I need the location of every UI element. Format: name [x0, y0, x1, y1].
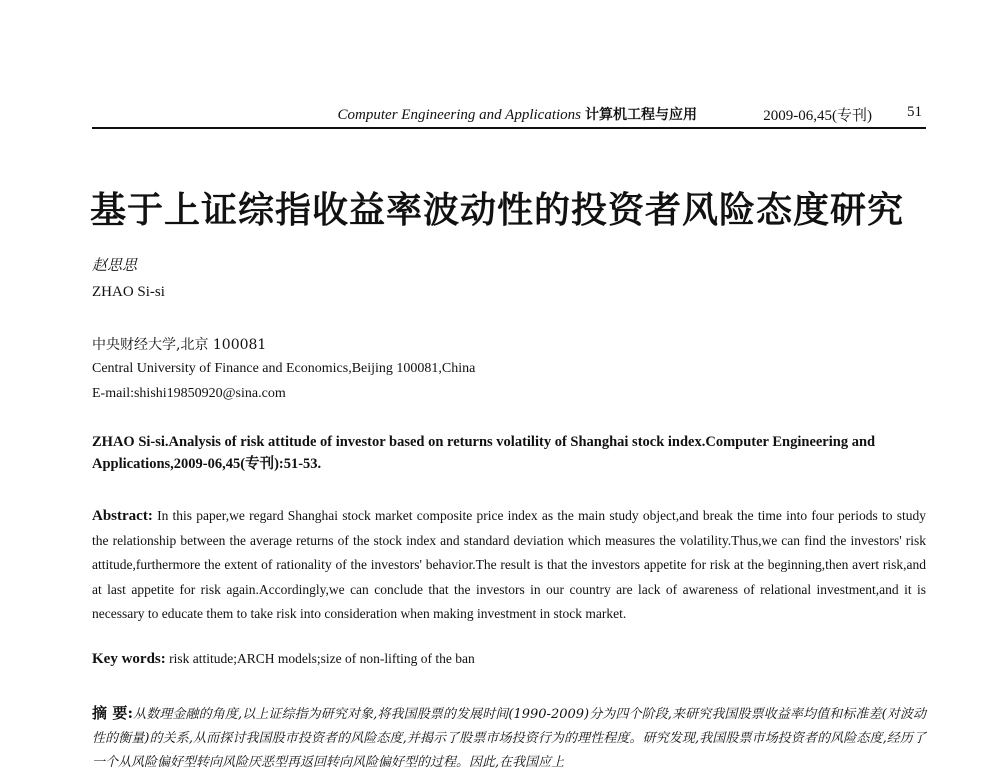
abstract-en — [92, 504, 926, 627]
journal-name-en: Computer Engineering and Applications — [337, 107, 581, 123]
citation: ZHAO Si-si.Analysis of risk attitude of investor based on returns volatility of Shanghai stock index.Computer Engineering and Applications,2009-06,45(专刊):51-53. — [92, 434, 876, 472]
abstract-cn-text: 从数理金融的角度,以上证综指为研究对象,将我国股票的发展时间(1990-2009)分为四个阶段,来研究我国股票收益率均值和标准差(对波动性的衡量)的关系,从而探讨我国股市投资者的风险态度,并揭示了股票市场投资行为的理性程度。研究发现,我国股票市场投资者的风险态度,经历了一个从风险偏好型转向风险厌恶型再返回转向风险偏好型的过程。因此,在我国应上 — [92, 707, 926, 770]
author-name-cn: 赵思思 — [92, 256, 138, 274]
running-header — [92, 104, 922, 126]
affiliation-en: Central University of Finance and Economics,Beijing 100081,China — [92, 361, 476, 376]
journal-name — [338, 104, 697, 124]
abstract-cn — [92, 701, 926, 775]
author-email: E-mail:shishi19850920@sina.com — [92, 386, 286, 401]
abstract-cn-label: 摘 要: — [92, 704, 134, 722]
keywords-en — [92, 651, 475, 668]
page-number: 51 — [907, 104, 922, 120]
abstract-text: In this paper,we regard Shanghai stock market composite price index as the main study object,and break the time into four periods to study the relationship between the average returns of the stock index and standard deviation which measures the volatility.Thus,we can find the investors' risk attitude,furthermore the extent of rationality of the investors' behavior.The result is that the investors appetite for risk at the beginning,then avert risk,and at last appetite for risk again.Accordingly,we can conclude that the investors in our country are lack of awareness of relational investment,and it is necessary to educate them to take risk into consideration when making investment in stock market. — [92, 508, 927, 621]
abstract-label: Abstract: — [92, 508, 153, 524]
issue-info: 2009-06,45(专刊) — [763, 108, 872, 124]
paper-title: 基于上证综指收益率波动性的投资者风险态度研究 — [90, 189, 905, 231]
affiliation-cn: 中央财经大学,北京 100081 — [92, 337, 267, 353]
keywords-label: Key words: — [92, 651, 166, 667]
journal-name-cn: 计算机工程与应用 — [585, 107, 697, 123]
author-name-en: ZHAO Si-si — [92, 284, 165, 300]
keywords-text: risk attitude;ARCH models;size of non-lifting of the ban — [169, 651, 475, 666]
header-rule — [92, 127, 926, 129]
